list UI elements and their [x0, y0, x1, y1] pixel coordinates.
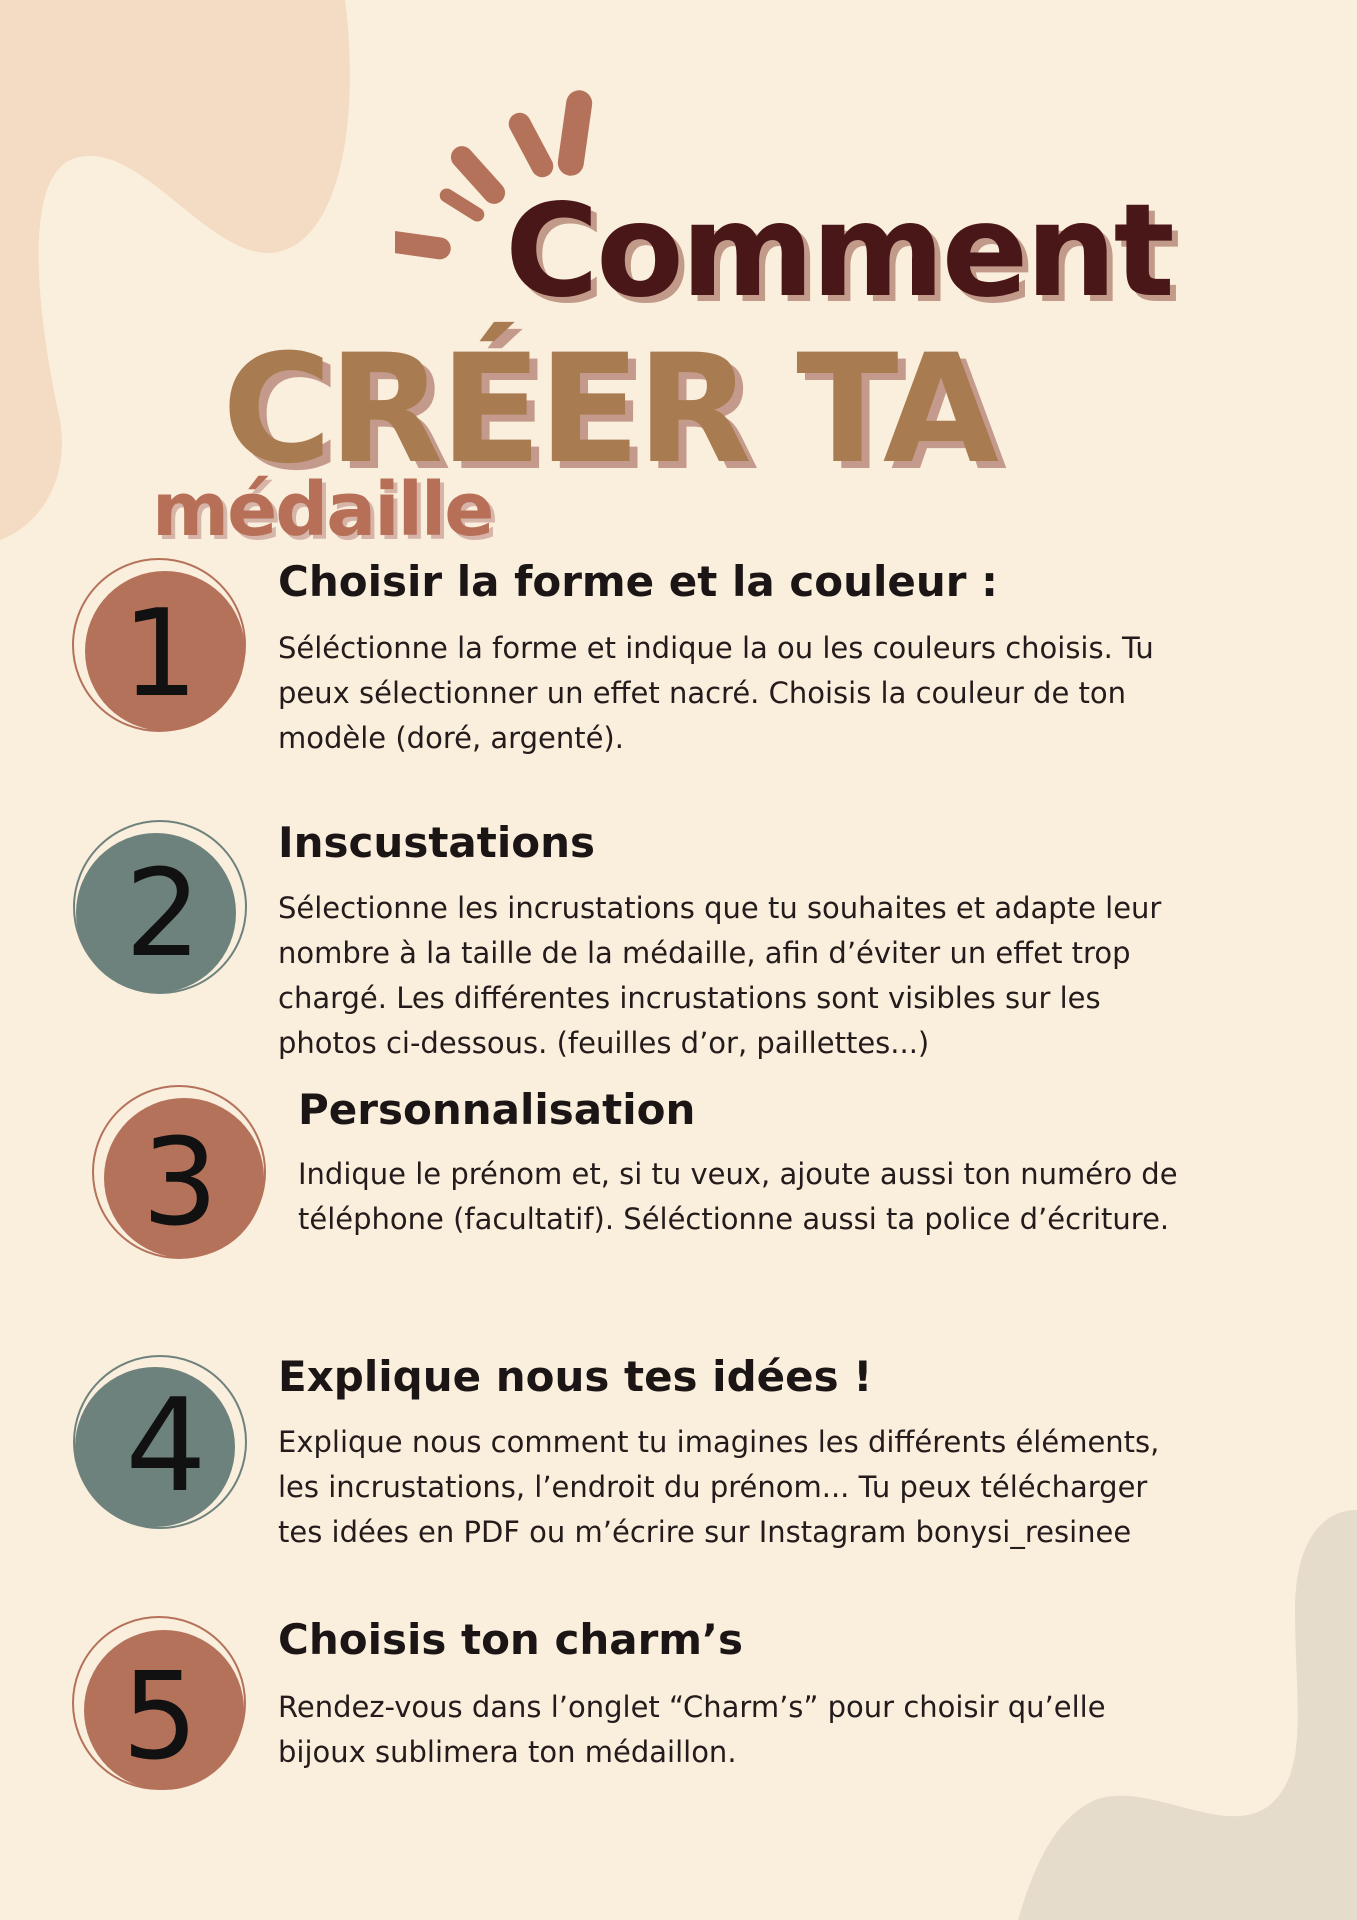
step-1-line: peux sélectionner un effet nacré. Choisis la couleur de ton	[278, 676, 1127, 710]
step-4-title: Explique nous tes idées !	[278, 1352, 873, 1401]
step-4-text	[278, 1420, 1159, 1555]
step-1-line: modèle (doré, argenté).	[278, 721, 624, 755]
step-4-line: les incrustations, l’endroit du prénom... Tu peux télécharger	[278, 1470, 1148, 1504]
step-1-text	[278, 626, 1154, 761]
step-3-title: Personnalisation	[298, 1085, 696, 1134]
step-2-badge	[68, 815, 258, 1005]
step-1-title: Choisir la forme et la couleur :	[278, 557, 998, 606]
step-4-line: tes idées en PDF ou m’écrire sur Instagram bonysi_resinee	[278, 1515, 1132, 1549]
step-5-line: Rendez-vous dans l’onglet “Charm’s” pour choisir qu’elle	[278, 1690, 1106, 1724]
step-5-number: 5	[121, 1648, 199, 1787]
step-2-line: photos ci-dessous. (feuilles d’or, paillettes...)	[278, 1026, 930, 1060]
step-5-line: bijoux sublimera ton médaillon.	[278, 1735, 737, 1769]
step-3-text	[298, 1152, 1178, 1242]
step-3-line: téléphone (facultatif). Séléctionne aussi ta police d’écriture.	[298, 1202, 1170, 1236]
step-3-badge	[88, 1082, 278, 1272]
step-5-badge	[68, 1613, 258, 1803]
step-2-title: Inscustations	[278, 818, 595, 867]
step-2-line: chargé. Les différentes incrustations sont visibles sur les	[278, 981, 1101, 1015]
step-3-number: 3	[141, 1114, 219, 1253]
step-3-line: Indique le prénom et, si tu veux, ajoute aussi ton numéro de	[298, 1157, 1178, 1191]
step-2-line: nombre à la taille de la médaille, afin d’éviter un effet trop	[278, 936, 1131, 970]
step-4-number: 4	[125, 1372, 207, 1521]
step-2-text	[278, 886, 1161, 1066]
step-5-text	[278, 1685, 1106, 1775]
step-1-badge	[68, 555, 258, 745]
title-comment: Comment	[505, 177, 1172, 326]
step-4-badge	[68, 1350, 258, 1540]
step-1-number: 1	[121, 585, 199, 724]
step-2-line: Sélectionne les incrustations que tu souhaites et adapte leur	[278, 891, 1162, 925]
title-creer-ta: CRÉER TA	[222, 323, 996, 497]
step-1-line: Séléctionne la forme et indique la ou les couleurs choisis. Tu	[278, 631, 1154, 665]
step-5-title: Choisis ton charm’s	[278, 1615, 744, 1664]
step-4-line: Explique nous comment tu imagines les différents éléments,	[278, 1425, 1160, 1459]
step-2-number: 2	[124, 845, 202, 984]
title-medaille: médaille	[152, 467, 493, 553]
